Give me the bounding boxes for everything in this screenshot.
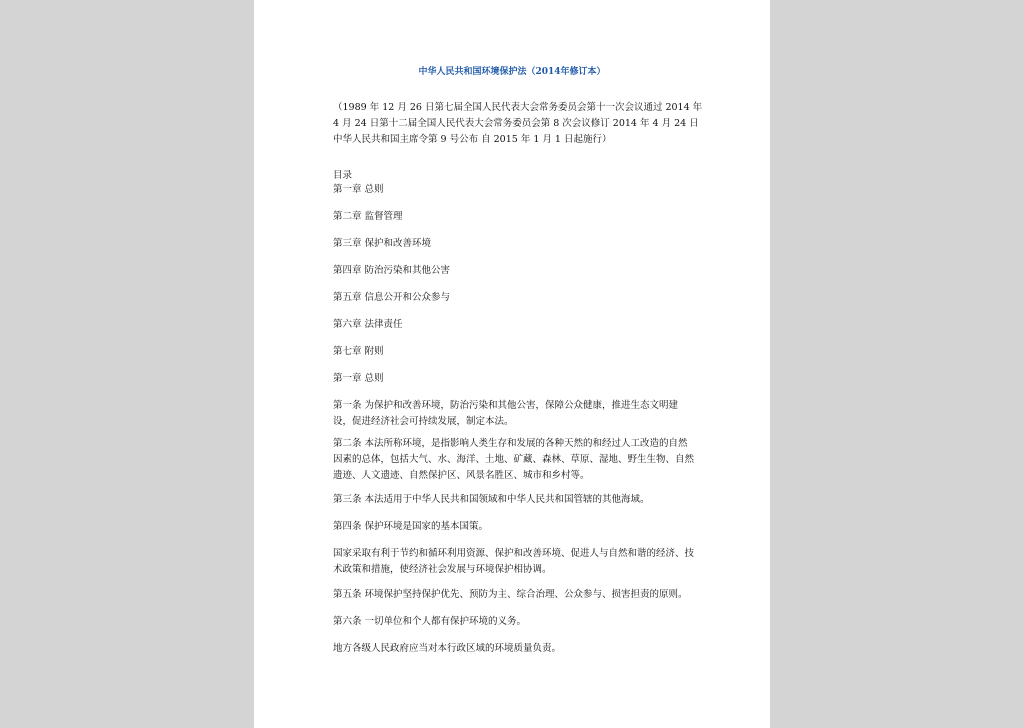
document-title: 中华人民共和国环境保护法（2014年修订本）	[418, 67, 606, 77]
article-paragraph: 地方各级人民政府应当对本行政区域的环境质量负责。	[333, 643, 562, 654]
article-paragraph: 第四条 保护环境是国家的基本国策。	[333, 521, 489, 532]
article-paragraph: 第一条 为保护和改善环境，防治污染和其他公害，保障公众健康，推进生态文明建设，促进经济社会可持续发展，制定本法。	[333, 400, 679, 427]
article-paragraph: 第二条 本法所称环境，是指影响人类生存和发展的各种天然的和经过人工改造的自然因素的总体，包括大气、水、海洋、土地、矿藏、森林、草原、湿地、野生生物、自然遗迹、人文遗迹、自然保护区、风景名胜区、城市和乡村等。	[333, 438, 695, 481]
article-paragraph: 第三条 本法适用于中华人民共和国领域和中华人民共和国管辖的其他海域。	[333, 494, 650, 505]
article-paragraph: 第六条 一切单位和个人都有保护环境的义务。	[333, 616, 527, 627]
preamble: （1989 年 12 月 26 日第七届全国人民代表大会常务委员会第十一次会议通过 2014 年 4 月 24 日第十二届全国人民代表大会常务委员会第 8 次会议修订 2014 年 4 月 24 日中华人民共和国主席令第 9 号公布 自 2015 年 1 月 1 日起施行）	[333, 102, 703, 145]
toc-heading: 目录	[333, 170, 353, 181]
toc-item: 第三章 保护和改善环境	[333, 238, 432, 249]
toc-item: 第一章 总则	[333, 184, 384, 195]
toc-item: 第四章 防治污染和其他公害	[333, 265, 451, 276]
toc-item: 第五章 信息公开和公众参与	[333, 292, 451, 303]
article-paragraph: 国家采取有利于节约和循环利用资源、保护和改善环境、促进人与自然和谐的经济、技术政策和措施，使经济社会发展与环境保护相协调。	[333, 548, 695, 575]
toc-item: 第六章 法律责任	[333, 319, 403, 330]
toc-item: 第七章 附则	[333, 346, 384, 357]
toc-item: 第二章 监督管理	[333, 211, 403, 222]
article-paragraph: 第五条 环境保护坚持保护优先、预防为主、综合治理、公众参与、损害担责的原则。	[333, 589, 688, 600]
document-page	[254, 0, 770, 728]
chapter-heading: 第一章 总则	[333, 373, 384, 384]
